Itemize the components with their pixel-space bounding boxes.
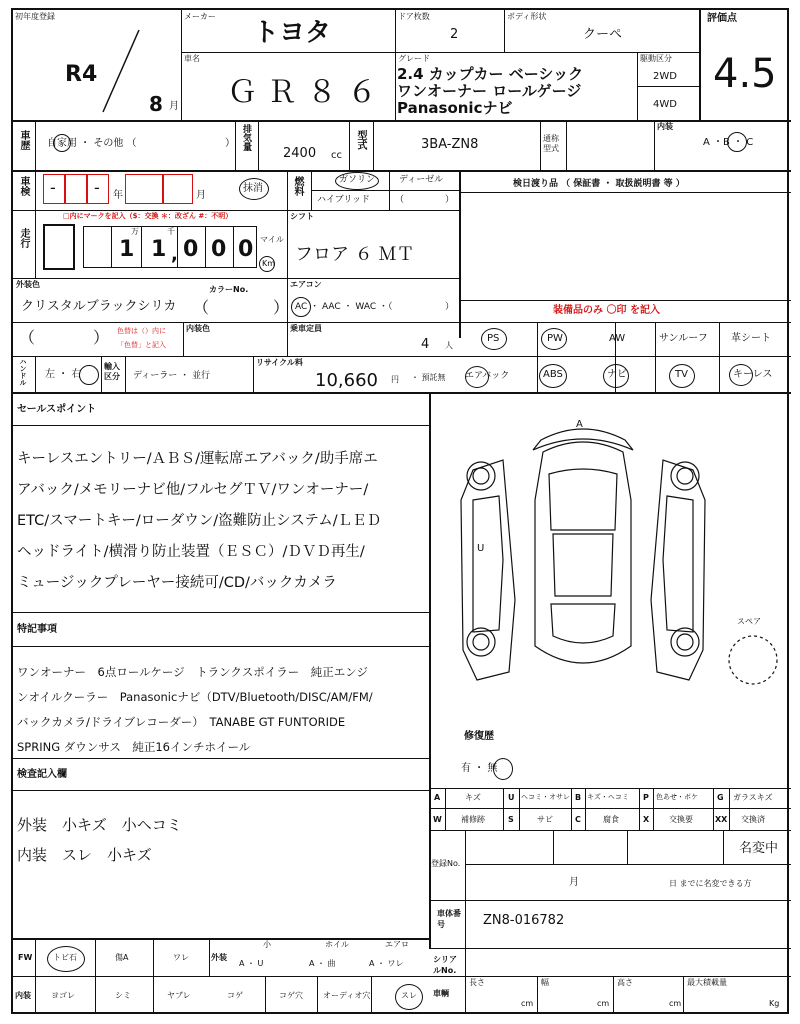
int-item: オーディオ穴 (323, 991, 371, 1000)
ac-label: エアコン (290, 280, 322, 289)
legend-code: XX (715, 815, 728, 824)
auction-sheet (11, 8, 789, 1014)
interior-label: 内装 (657, 122, 673, 131)
common-type-label: 通称型式 (543, 134, 559, 153)
notes-line: 内装 スレ 小キズ (17, 846, 152, 864)
reg-month-text: 月 (569, 877, 579, 888)
mileage-mark-box (43, 224, 75, 270)
legend-code: A (434, 793, 441, 802)
sales-line: キーレスエントリー/ＡＢＳ/運転席エアバック/助手席エ (17, 451, 378, 467)
mileage-1k: 千 (167, 227, 175, 236)
length-unit: cm (521, 999, 534, 1008)
chassis-value: ZN8-016782 (483, 913, 565, 928)
insp-year-unit: 年 (113, 190, 123, 201)
mile-label: マイル (260, 235, 284, 244)
interior-grade-circle (727, 132, 747, 152)
legend-code: W (433, 815, 442, 824)
legend-text: サビ (537, 815, 553, 824)
displacement-label: 排気量 (241, 124, 251, 151)
fw-item: トビ石 (53, 953, 77, 962)
special-line: SPRING ダウンサス 純正16インチホイール (17, 740, 251, 754)
color-no-label: カラーNo. (209, 285, 249, 294)
height-unit: cm (669, 999, 682, 1008)
repair-label: 修復歴 (464, 731, 494, 742)
legend-text: ガラスキズ (733, 793, 773, 802)
repaint-note: 色替は（）内に (117, 327, 166, 335)
fuel-label: 燃料 (292, 176, 303, 196)
ext-color-value: クリスタルブラックシリカ (21, 299, 177, 314)
int-item: コゲ (227, 991, 243, 1000)
equip-airbag: エアバック (465, 371, 510, 381)
int-item: シミ (115, 991, 131, 1000)
mileage-digit: 0 (211, 237, 227, 262)
sales-title: セールスポイント (17, 404, 97, 415)
sales-line: ヘッドライト/横滑り防止装置（ＥＳＣ）/ＤＶＤ再生/ (17, 544, 365, 560)
chassis-label: 車体番号 (437, 909, 461, 929)
bottom-ext-label: 外装 (211, 953, 227, 962)
repaint-note: 「色替」と記入 (117, 341, 166, 349)
capacity-label: 乗車定員 (290, 324, 322, 333)
notes-title: 検査記入欄 (17, 769, 67, 780)
legend-text: 交換要 (669, 815, 693, 824)
recycle-unit: 円 (391, 375, 399, 384)
int-item: スレ (401, 991, 417, 1000)
type-label: 型式 (355, 130, 366, 150)
wheel-label: ホイル (325, 940, 349, 949)
int-item: コゲ穴 (279, 991, 303, 1000)
mileage-label: 走行 (18, 228, 29, 248)
legend-text: 交換済 (741, 815, 765, 824)
reg-day-text: 日 までに名変できる方 (669, 879, 752, 888)
legend-text: 補修跡 (461, 815, 485, 824)
legend-text: 色あせ・ボケ (656, 793, 698, 801)
equip-pw-circle (541, 328, 567, 350)
equip-ps-circle (481, 328, 507, 350)
diagram-front-mark: A (576, 419, 583, 430)
weight-unit: Kg (769, 999, 780, 1008)
equip-keyless-circle (729, 364, 753, 386)
ac-circle (291, 297, 311, 317)
history-label: 車歴 (18, 130, 29, 150)
reg-month-unit: 月 (169, 101, 179, 112)
shift-label: シフト (290, 212, 314, 221)
handle-label: ハンドル (19, 358, 27, 386)
legend-code: S (508, 815, 514, 824)
aero-label: エアロ (385, 940, 409, 949)
repair-options: 有 ・ 無 (461, 763, 498, 774)
int-wear-circle (395, 984, 423, 1010)
notes-line: 外装 小キズ 小ヘコミ (17, 816, 182, 834)
serial-label: シリアルNo. (433, 955, 457, 975)
handle-lr: 左 ・ 右 (45, 369, 82, 380)
diagram-u-mark: U (477, 543, 485, 554)
legend-code: P (643, 793, 649, 802)
capacity-unit: 人 (445, 341, 453, 350)
erase-circle (239, 178, 269, 200)
capacity-value: 4 (421, 337, 430, 352)
usage-circle (53, 134, 71, 152)
color-no-open: （ (193, 298, 210, 317)
reg-slash (99, 28, 143, 114)
sales-line: ETC/スマートキー/ローダウン/盗難防止システム/ＬＥＤ (17, 513, 382, 529)
legend-code: X (643, 815, 650, 824)
insp-box (125, 174, 163, 204)
car-diagram (443, 410, 783, 710)
fuel-other: （ (395, 195, 405, 205)
bottom-int-label: 内装 (15, 991, 31, 1000)
mileage-digit: 0 (238, 237, 254, 262)
grade-line: ワンオーナー ロールゲージ (397, 82, 582, 100)
equip-note: 装備品のみ 〇印 を記入 (553, 305, 660, 316)
usage-options: 自家用 ・ その他 （ (47, 138, 137, 149)
repaint-close: ） (93, 328, 110, 347)
doors-label: ドア枚数 (398, 12, 430, 21)
fuel-hybrid: ハイブリッド (317, 195, 371, 205)
fuel-gas-circle (335, 172, 379, 190)
import-label: 輸入区分 (104, 362, 120, 381)
name-change: 名変中 (739, 841, 779, 856)
equip-aw: AW (609, 333, 626, 344)
inspection-label: 車検 (18, 176, 29, 196)
legend-code: C (575, 815, 581, 824)
insp-box (65, 174, 87, 204)
equip-navi: ナビ (607, 369, 627, 380)
aero-options: A ・ ワレ (369, 959, 404, 968)
recycle-tail: ・ 預託無 (411, 373, 446, 382)
legend-text: 腐食 (603, 815, 619, 824)
docs-title: 検日渡り品 （ 保証書 ・ 取扱説明書 等 ） (513, 179, 685, 189)
legend-text: キズ・ヘコミ (587, 793, 629, 801)
equip-tv-circle (669, 364, 695, 388)
color-no-close: ） (273, 298, 290, 317)
drive-label: 駆動区分 (640, 54, 672, 63)
fw-item: 傷A (115, 953, 129, 962)
insp-box (163, 174, 193, 204)
equip-tv: TV (675, 369, 688, 380)
displacement-value: 2400 (283, 146, 317, 161)
model-label: 車名 (184, 54, 200, 63)
legend-code: U (508, 793, 515, 802)
special-lines (17, 660, 427, 760)
km-label: Km (262, 259, 276, 268)
reg-label: 初年度登録 (15, 12, 55, 21)
ac-close: ） (445, 302, 455, 312)
legend-text: キズ (465, 793, 481, 802)
fuel-gas: ガソリン (339, 175, 376, 185)
mileage-digit: 1 (151, 237, 167, 262)
special-line: ワンオーナー 6点ロールケージ トランクスポイラー 純正エンジ (17, 665, 368, 679)
equip-airbag-circle (465, 366, 489, 388)
wheel-options: A ・ 曲 (309, 959, 336, 968)
notes-lines (17, 810, 427, 870)
maker-label: メーカー (184, 12, 216, 21)
special-title: 特記事項 (17, 624, 57, 635)
special-line: バックカメラ/ドライブレコーダー） TANABE GT FUNTORIDE (17, 715, 346, 729)
small-options: A ・ U (239, 959, 264, 968)
fw-item: ワレ (173, 953, 189, 962)
insp-erase: 抹消 (243, 183, 263, 194)
spare-label: スペア (737, 617, 761, 626)
drive-4wd: 4WD (653, 99, 677, 110)
recycle-value: 10,660 (315, 370, 378, 391)
recycle-label: リサイクル料 (256, 358, 303, 367)
equip-abs: ABS (543, 369, 563, 380)
special-line: ンオイルクーラー Panasonicナビ（DTV/Bluetooth/DISC/AM/FM/ (17, 690, 373, 704)
small-label: 小 (263, 940, 271, 949)
grade-line: Panasonicナビ (397, 99, 513, 117)
fuel-other-close: ） (445, 195, 455, 205)
ac-options: AC ・ AAC ・ WAC ・（ (295, 302, 393, 312)
int-item: ヤブレ (167, 991, 191, 1000)
grade-lines (397, 66, 637, 117)
doors-value: 2 (450, 27, 459, 42)
handle-circle (79, 365, 99, 385)
sales-line: アバック/メモリーナビ他/フルセグＴＶ/ワンオーナー/ (17, 482, 369, 498)
score-label: 評価点 (707, 13, 737, 24)
maker-value: トヨタ (253, 18, 332, 48)
mileage-digit: 0 (183, 237, 199, 262)
shift-value: フロア ６ ＭＴ (295, 244, 415, 265)
mileage-10k: 万 (131, 227, 139, 236)
legend-text: ヘコミ・オサレ (521, 793, 570, 801)
legend-code: G (717, 793, 724, 802)
equip-ps: PS (487, 333, 500, 344)
equip-navi-circle (603, 364, 629, 388)
repaint-open: （ (19, 328, 36, 347)
width-label: 幅 (541, 978, 549, 987)
repair-circle (493, 758, 513, 780)
fuel-diesel: ディーゼル (399, 175, 444, 185)
type-value: 3BA-ZN8 (421, 137, 479, 152)
body-value: クーペ (583, 27, 623, 42)
equip-abs-circle (539, 364, 567, 388)
equip-leather: 革シート (731, 333, 771, 344)
equip-sunroof: サンルーフ (659, 333, 708, 344)
insp-dash: - (50, 178, 56, 197)
width-unit: cm (597, 999, 610, 1008)
grade-line: 2.4 カップカー ベーシック (397, 65, 584, 83)
displacement-unit: cc (331, 150, 342, 161)
ext-color-label: 外装色 (16, 280, 40, 289)
body-label: ボディ形状 (507, 12, 547, 21)
mileage-note: □内にマークを記入（$：交換 ＊：改ざん #：不明） (63, 212, 233, 220)
equip-keyless: キーレス (733, 369, 773, 380)
insp-month-unit: 月 (196, 190, 206, 201)
legend-code: B (575, 793, 582, 802)
equip-pw: PW (547, 333, 563, 344)
usage-close: ） (225, 138, 235, 149)
height-label: 高さ (617, 978, 633, 987)
insp-dash: - (94, 178, 100, 197)
score-value: 4.5 (713, 51, 777, 97)
reg-month: 8 (149, 92, 163, 116)
sales-lines (17, 444, 427, 599)
int-color-label: 内装色 (186, 324, 210, 333)
grade-label: グレード (398, 54, 430, 63)
reg-era: R4 (65, 62, 98, 87)
model-value: ＧＲ８６ (227, 75, 387, 110)
sales-line: ミュージックプレーヤー接続可/CD/バックカメラ (17, 575, 337, 591)
length-label: 長さ (469, 978, 485, 987)
km-circle (259, 256, 275, 272)
int-item: ヨゴレ (51, 991, 75, 1000)
dims-label: 車輌 (433, 989, 449, 998)
fw-label: FW (18, 953, 33, 962)
fw-chip-circle (47, 946, 85, 972)
weight-label: 最大積載量 (687, 978, 727, 987)
mileage-digit: 1 (119, 237, 135, 262)
import-options: ディーラー ・ 並行 (133, 371, 211, 381)
drive-2wd: 2WD (653, 71, 677, 82)
thousands-comma: , (171, 244, 178, 265)
interior-grades: A ・B ・ C (703, 137, 754, 148)
reg-no-label: 登録No. (431, 859, 461, 868)
